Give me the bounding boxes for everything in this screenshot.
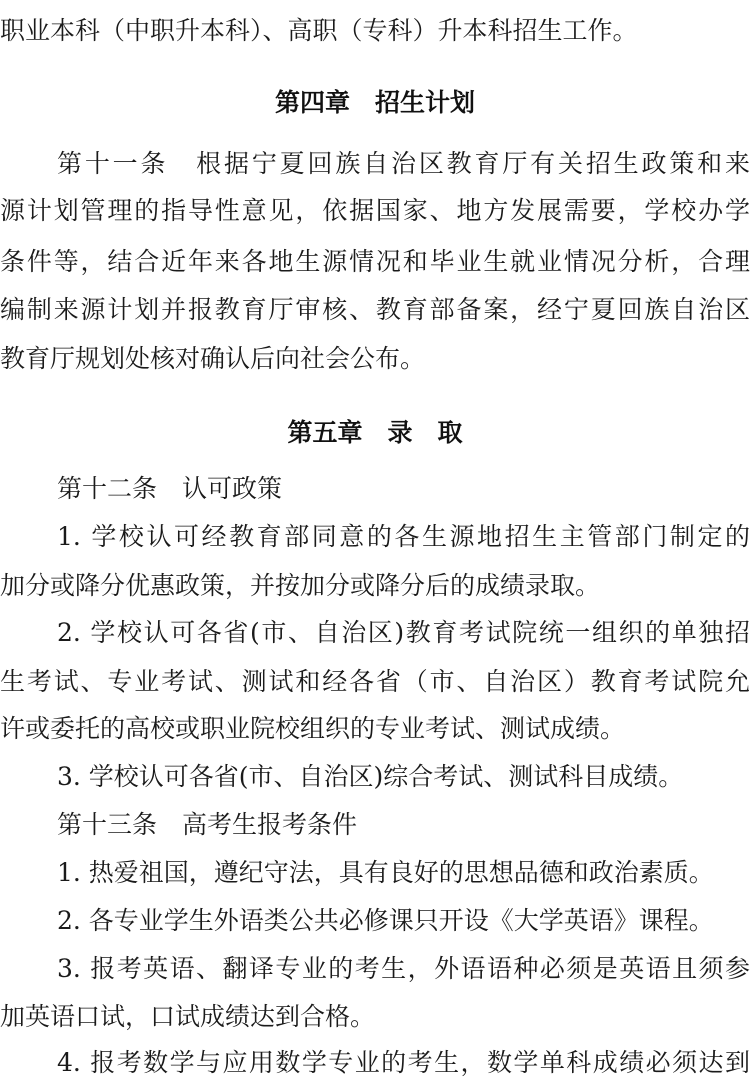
text-line: 编制来源计划并报教育厅审核、教育部备案，经宁夏回族自治区 bbox=[0, 295, 750, 324]
text-line: 许或委托的高校或职业院校组织的专业考试、测试成绩。 bbox=[0, 714, 626, 743]
text-line: 第十一条 根据宁夏回族自治区教育厅有关招生政策和来 bbox=[57, 149, 750, 178]
text-line: 3. 报考英语、翻译专业的考生，外语语种必须是英语且须参 bbox=[57, 954, 750, 983]
text-line: 条件等，结合近年来各地生源情况和毕业生就业情况分析，合理 bbox=[0, 247, 750, 276]
text-line: 职业本科（中职升本科）、高职（专科）升本科招生工作。 bbox=[0, 16, 638, 45]
text-line: 3. 学校认可各省(市、自治区)综合考试、测试科目成绩。 bbox=[57, 762, 684, 791]
text-line: 1. 学校认可经教育部同意的各生源地招生主管部门制定的 bbox=[57, 522, 750, 551]
text-line: 2. 学校认可各省(市、自治区)教育考试院统一组织的单独招 bbox=[57, 618, 750, 647]
text-line: 第十三条 高考生报考条件 bbox=[57, 810, 358, 839]
text-line: 加英语口试，口试成绩达到合格。 bbox=[0, 1002, 376, 1031]
text-line: 生考试、专业考试、测试和经各省（市、自治区）教育考试院允 bbox=[0, 667, 750, 696]
text-line: 2. 各专业学生外语类公共必修课只开设《大学英语》课程。 bbox=[57, 906, 714, 935]
text-line: 第十二条 认可政策 bbox=[57, 474, 283, 503]
text-line: 4. 报考数学与应用数学专业的考生，数学单科成绩必须达到 bbox=[57, 1048, 750, 1077]
text-line: 加分或降分优惠政策，并按加分或降分后的成绩录取。 bbox=[0, 571, 601, 600]
chapter-heading: 第四章 招生计划 bbox=[274, 88, 475, 117]
text-line: 教育厅规划处核对确认后向社会公布。 bbox=[0, 344, 426, 373]
text-line: 1. 热爱祖国，遵纪守法，具有良好的思想品德和政治素质。 bbox=[57, 858, 714, 887]
chapter-heading: 第五章 录 取 bbox=[287, 418, 463, 447]
text-line: 源计划管理的指导性意见，依据国家、地方发展需要，学校办学 bbox=[0, 196, 750, 225]
